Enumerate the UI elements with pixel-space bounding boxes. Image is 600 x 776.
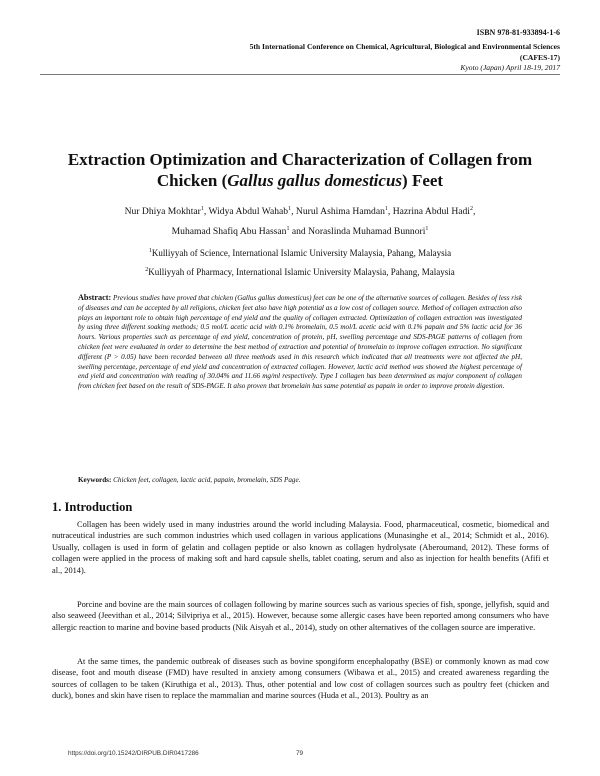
header-rule — [40, 74, 560, 75]
author-name: Muhamad Shafiq Abu Hassan — [171, 226, 287, 237]
author-list-line-1: Nur Dhiya Mokhtar$^1$, Widya Abdul Wahab$^1$, Nurul Ashima Hamdan$^1$, Hazrina Abdul Hadi$^2$, — [124, 205, 476, 217]
affiliation-1 — [40, 247, 560, 259]
doi-link[interactable]: https://doi.org/10.15242/DIRPUB.DIR0417286 — [68, 750, 199, 757]
intro-paragraph-3: At the same times, the pandemic outbreak of diseases such as bovine spongiform encephalopathy (BSE) or commonly known as mad cow disease, foot and mouth disease (FMD) have resulted in anxiety among consumers (Wibawa et al., 2015) and created awareness regarding the sources of collagen to be taken (Kiruthiga et al., 2013). Thus, other potential and low cost of collagen sources such as poultry feet (chicken and duck), bones and skin have risen to replace the mammalian and marine sources (Huda et al., 2013). Poultry as an — [52, 657, 549, 701]
author-affiliation-mark: 1 — [200, 205, 204, 212]
keywords — [78, 476, 522, 484]
author-name: Hazrina Abdul Hadi — [392, 206, 470, 217]
intro-paragraph-2: Porcine and bovine are the main sources of collagen following by marine sources such as various species of fish, sponge, jellyfish, squid and also seaweed (Jeevithan et al., 2014; Silvipriya et al., 2015). However, because some allergic cases have been reported among consumers who have allergic reaction to marine and bovine based products (Nik Aisyah et al., 2014), study on other alternatives of the collagen source are imperative. — [52, 600, 549, 632]
author-affiliation-mark: 1 — [286, 225, 290, 232]
title-line-2-post: ) Feet — [402, 171, 444, 190]
affiliation-2 — [40, 266, 560, 278]
affiliation-text: Kulliyyah of Science, International Islamic University Malaysia, Pahang, Malaysia — [151, 248, 452, 258]
isbn: ISBN 978-81-933894-1-6 — [476, 28, 560, 37]
affiliation-mark: 2 — [145, 267, 149, 273]
author-name: Nur Dhiya Mokhtar — [124, 206, 201, 217]
conference-title: 5th International Conference on Chemical, Agricultural, Biological and Environmental Sciences — [249, 42, 560, 51]
keywords-text: Chicken feet, collagen, lactic acid, papain, bromelain, SDS Page. — [113, 476, 301, 484]
author-name: Noraslinda Muhamad Bunnori — [308, 226, 426, 237]
affiliation-text: Kulliyyah of Pharmacy, International Islamic University Malaysia, Pahang, Malaysia — [148, 267, 455, 277]
title-line-2-pre: Chicken ( — [156, 171, 228, 190]
intro-paragraph-1: Collagen has been widely used in many industries around the world including Malaysia. Food, pharmaceutical, cosmetic, biomedical and nutraceutical industries are such common industries which used collagen in various applications (Munasinghe et al., 2014; Schmidt et al., 2016). Usually, collagen is used in form of gelatin and collagen peptide or also known as collagen hydrolysate (Aberoumand, 2012). These forms of collagen were applied in the process of making soft and hard capsule shells, tablet coating, serum and also as injection for health benefits (Afifi et al., 2014). — [52, 520, 549, 575]
abstract-label: Abstract: — [78, 293, 112, 302]
title-line-1: Extraction Optimization and Characterization of Collagen from — [67, 150, 533, 169]
abstract — [78, 293, 522, 392]
venue-date: Kyoto (Japan) April 18-19, 2017 — [460, 63, 560, 72]
keywords-label: Keywords: — [78, 476, 112, 484]
conference-abbr: (CAFES-17) — [519, 52, 560, 62]
author-name: Widya Abdul Wahab — [208, 206, 289, 217]
section-heading-introduction: 1. Introduction — [52, 500, 133, 514]
author-affiliation-mark: 1 — [425, 225, 429, 232]
author-affiliation-mark: 1 — [288, 205, 292, 212]
conference-name — [250, 42, 560, 63]
author-list-line-2: Muhamad Shafiq Abu Hassan$^1$ and Noraslinda Muhamad Bunnori$^1$ — [171, 225, 429, 237]
title-species: Gallus gallus domesticus — [227, 171, 403, 190]
author-affiliation-mark: 2 — [469, 205, 473, 212]
paper-title — [40, 149, 560, 191]
page-number: 79 — [296, 750, 304, 757]
abstract-text: Previous studies have proved that chicken (Gallus gallus domesticus) feet can be one of the alternative sources of collagen. Besides of less risk of diseases and can be accepted by all religions, chicken feet also have high potential as a low cost of collagen source. Method of collagen extraction also plays an important role to obtain high percentage of end yield and the quality of collagen extracted. Optimization of collagen extraction was investigated by using three different soaking methods; 0.5 mol/L acetic acid with 0.1% bromelain, 0.5 mol/L acetic acid with 0.1% papain and 5% lactic acid for 36 hours. Various properties such as percentage of end yield, concentration of protein, pH, swelling percentage and SDS-PAGE patterns of collagen from chicken feet were evaluated in order to determine the best method of extraction and potential of bromelain to improve collagen extraction. No significant different (P > 0.05) have been recorded between all three methods used in this research which indicated that all treatments were not affected the pH, swelling percentage, percentage of end yield and concentration of extracted collagen. However, lactic acid method was showed the highest percentage of end yield and concentration with reading of 30.04% and 11.66 mg/ml respectively. Type I collagen has been determined as major component of collagen from chicken feet based on the result of SDS-PAGE. It also proven that bromelain has same potential as papain in order to improve protein digestion. — [78, 294, 523, 391]
author-affiliation-mark: 1 — [384, 205, 388, 212]
author-name: Nurul Ashima Hamdan — [295, 206, 385, 217]
affiliation-mark: 1 — [148, 248, 152, 254]
